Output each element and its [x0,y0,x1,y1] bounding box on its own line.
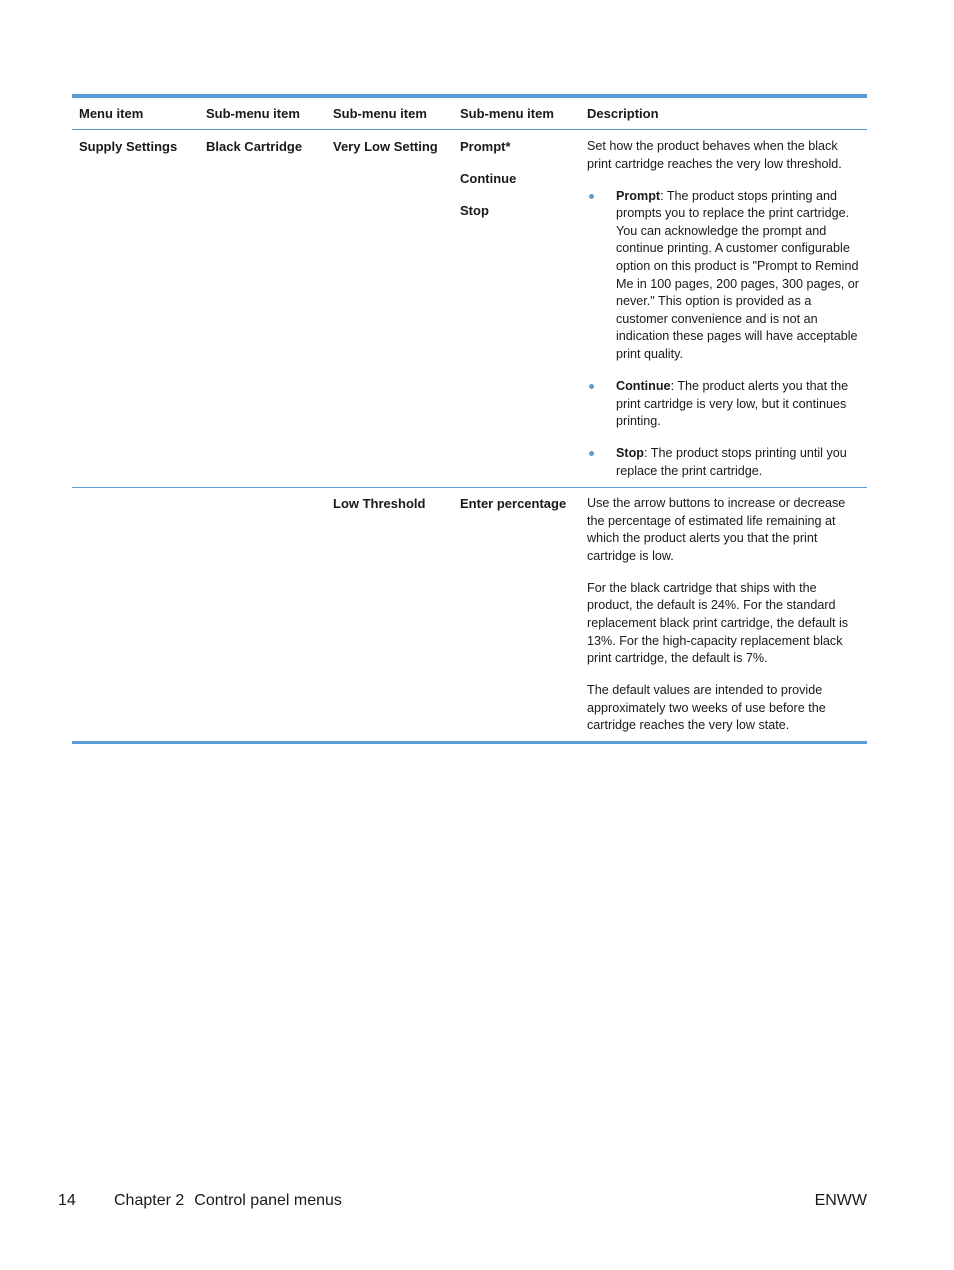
empty-cell [72,495,199,741]
description-low-threshold [580,495,867,741]
header-description: Description [587,106,659,121]
list-item [587,378,861,431]
table-row [72,488,867,741]
chapter-gap [184,1191,194,1211]
bullet-list [587,188,861,481]
bullet-dot-icon [589,194,594,199]
bullet-text: : The product alerts you that the print cartridge is very low, but it continues printing. [616,378,849,429]
page-number: 14 [58,1192,76,1209]
description-intro: Set how the product behaves when the black print cartridge reaches the very low threshold. [587,139,842,171]
bullet-text: : The product stops printing until you replace the print cartridge. [616,446,847,478]
menu-table [72,94,867,744]
bullet-text: : The product stops printing and prompts you to replace the print cartridge. You can acknowledge the prompt and continue printing. A customer configurable option on this product is "Prompt to Remind Me in 100 pages, 200 pages, 300 pages, or never." This option is provided as a customer convenience and is not an indication these pages will have acceptable print quality. [616,188,859,361]
bullet-term: Continue [616,378,671,393]
bullet-dot-icon [589,451,594,456]
list-item [587,445,861,480]
option-continue: Continue [460,171,517,186]
header-menu-item: Menu item [79,106,144,121]
option-list [453,138,580,487]
table-row [72,130,867,487]
footer-spacer [342,1191,815,1211]
empty-cell [199,495,326,741]
header-sub-menu-item-1: Sub-menu item [206,106,300,121]
table-bottom-rule [72,741,867,744]
option-enter-percentage: Enter percentage [460,496,567,511]
bullet-term: Prompt [616,188,661,203]
locale-code: ENWW [814,1192,867,1209]
menu-item-supply-settings: Supply Settings [79,139,178,154]
bullet-dot-icon [589,384,594,389]
sub-menu-low-threshold: Low Threshold [333,496,426,511]
header-sub-menu-item-3: Sub-menu item [460,106,554,121]
list-item [587,188,861,364]
option-prompt: Prompt* [460,139,511,154]
description-paragraph: The default values are intended to provide approximately two weeks of use before the cartridge reaches the very low state. [587,683,826,733]
header-sub-menu-item-2: Sub-menu item [333,106,427,121]
description-paragraph: Use the arrow buttons to increase or decrease the percentage of estimated life remaining at which the product alerts you that the print cartridge is low. [587,496,846,563]
bullet-term: Stop [616,446,644,461]
chapter-label: Chapter 2 [114,1192,185,1209]
table-header-row [72,98,867,129]
sub-menu-black-cartridge: Black Cartridge [206,139,303,154]
page-footer [58,1191,867,1211]
description-very-low-setting [580,138,867,487]
sub-menu-very-low-setting: Very Low Setting [333,139,438,154]
chapter-title: Control panel menus [194,1192,342,1209]
description-paragraph: For the black cartridge that ships with the product, the default is 24%. For the standard replacement black print cartridge, the default is 13%. For the high-capacity replacement black print cartridge, the default is 7%. [587,580,849,666]
option-stop: Stop [460,203,489,218]
